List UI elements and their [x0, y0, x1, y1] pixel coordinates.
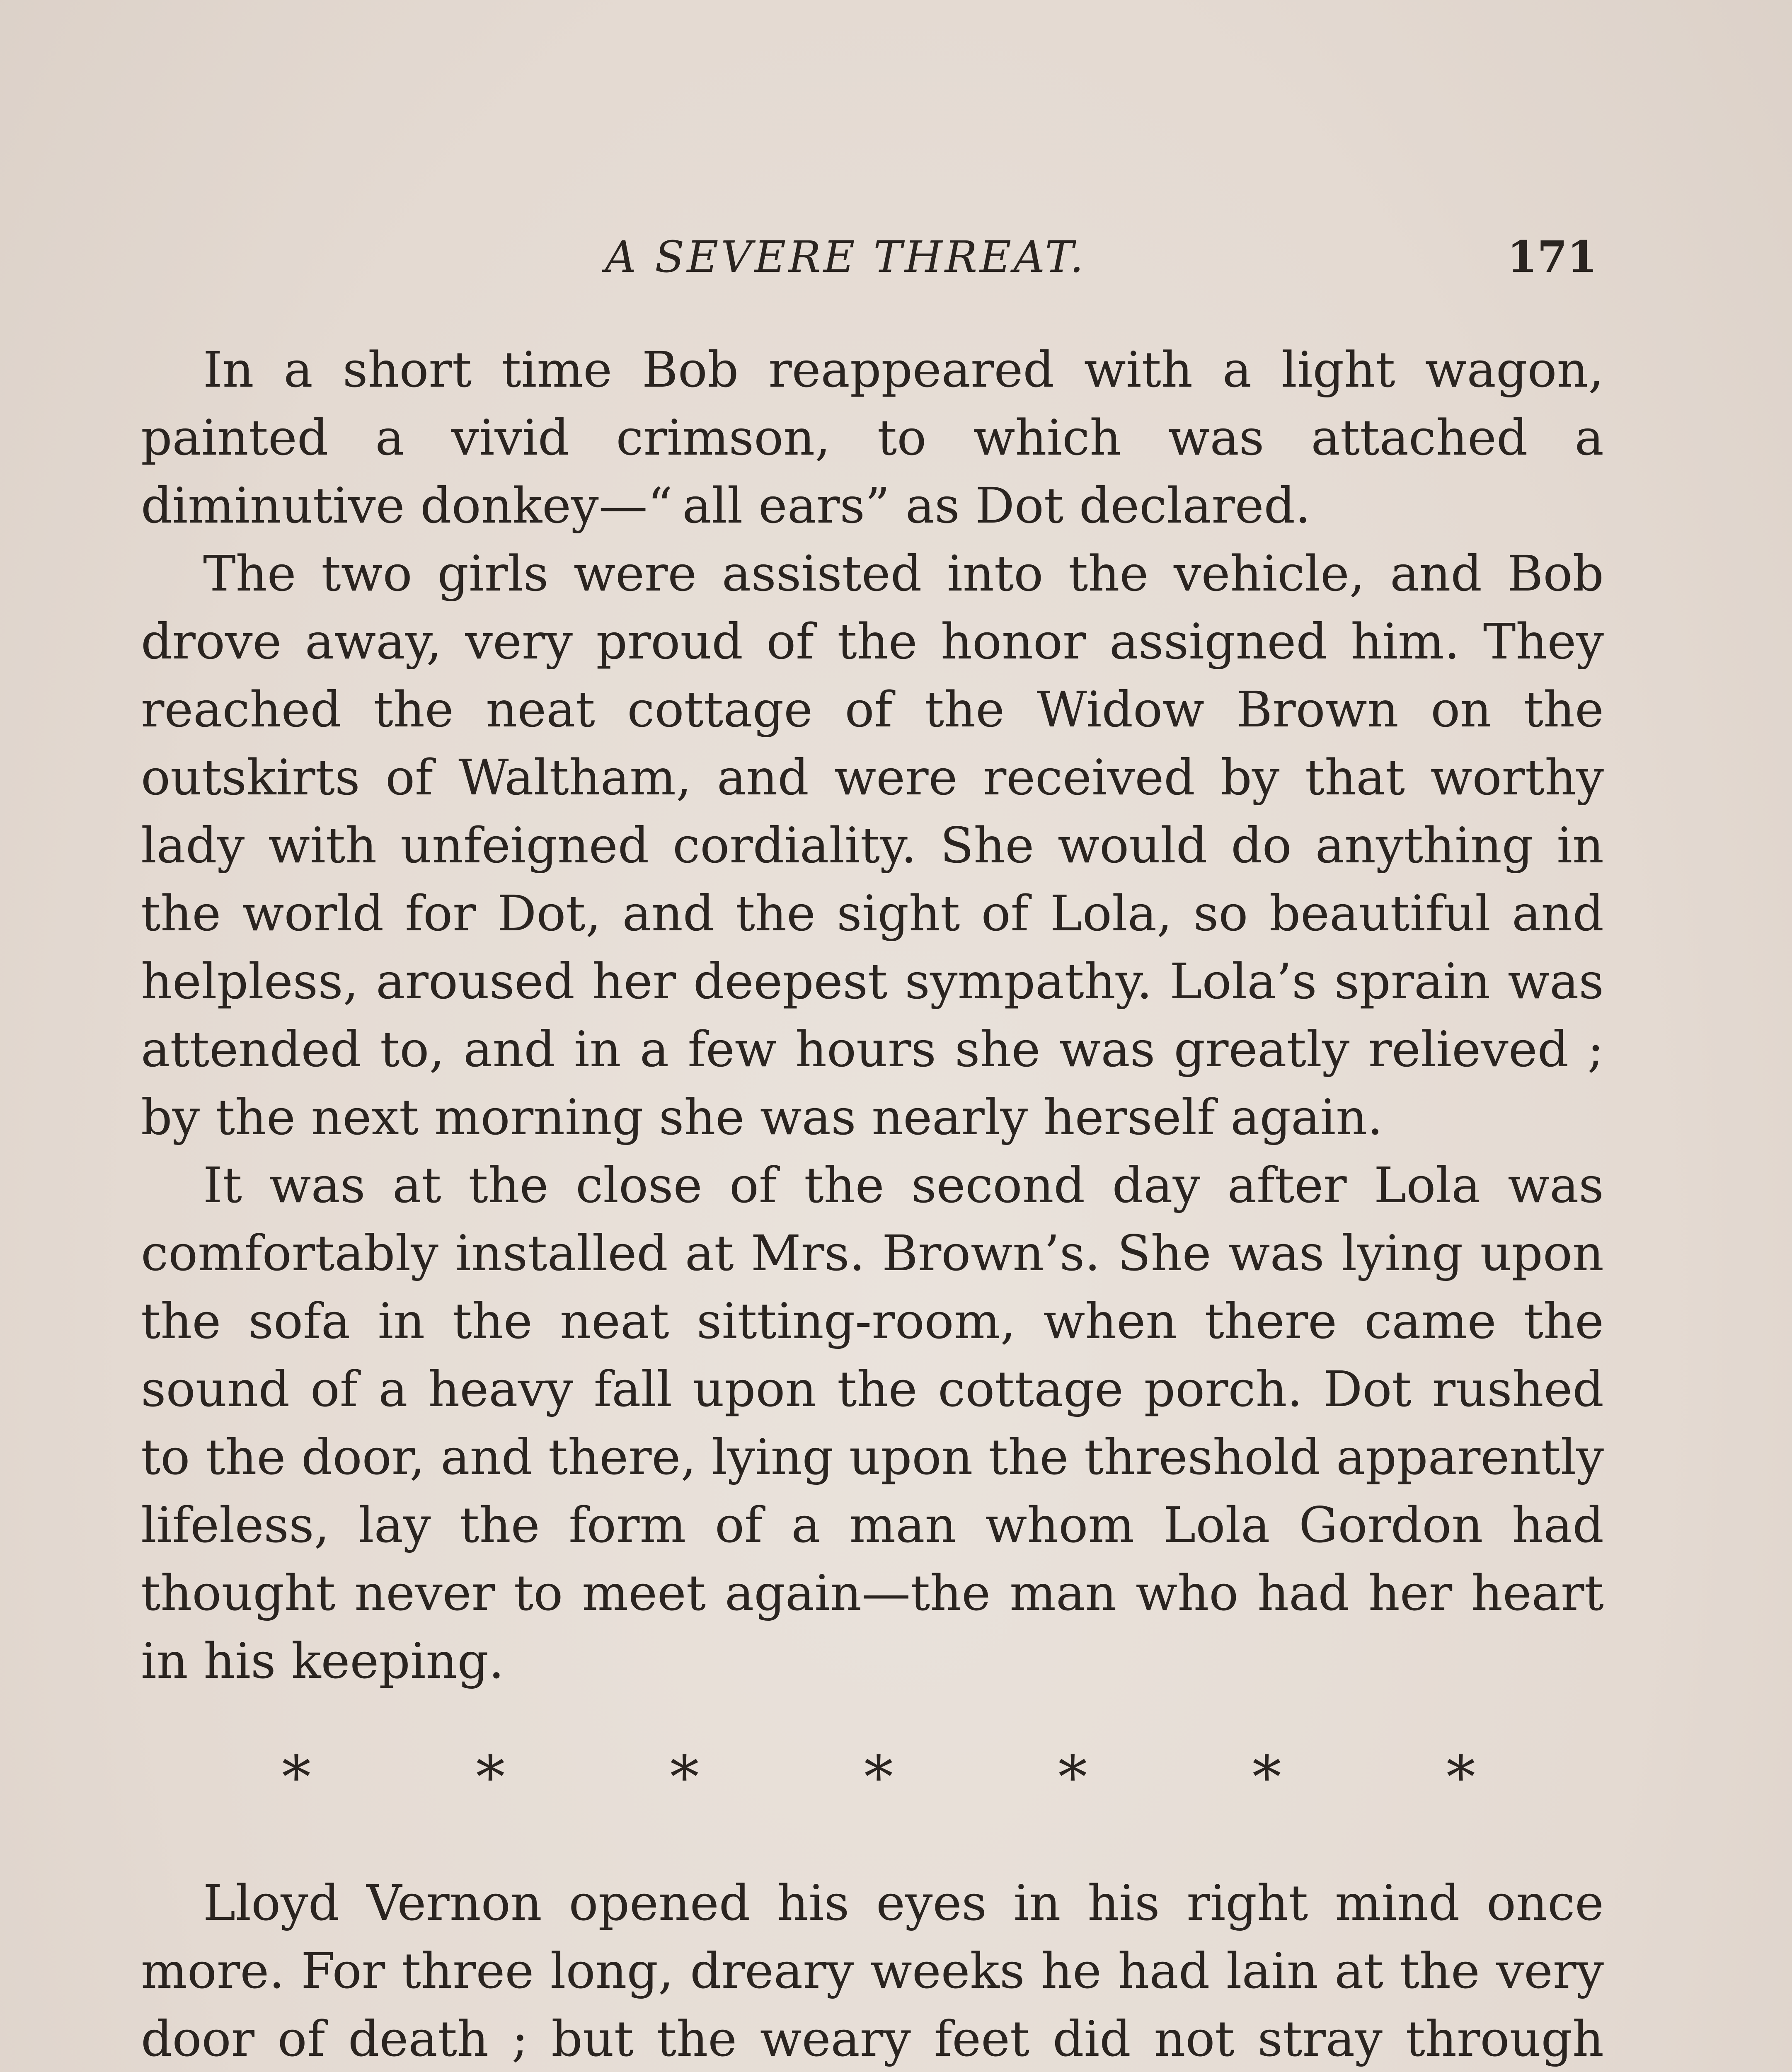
asterisk: * [1446, 1744, 1475, 1811]
asterisk: * [864, 1744, 893, 1811]
running-head: A SEVERE THREAT. [605, 232, 1086, 282]
asterisk: * [670, 1744, 699, 1811]
asterisk: * [1252, 1744, 1281, 1811]
paragraph: It was at the close of the second day after Lola was comfortably installed at Mrs. Brown’s. She was lying upon the sofa in the neat sitting-room, when there came the sound of a heavy fall upon the cottage porch. Dot rushed to the door, and there, lying upon the threshold apparently lifeless, lay the form of a man whom Lola Gordon had thought never to meet again—the man who had her heart in his keeping. [141, 1157, 1604, 1690]
paragraph: Lloyd Vernon opened his eyes in his right mind once more. For three long, dreary weeks he had lain at the very door of death ; but the weary feet did not stray through [141, 1874, 1604, 2067]
page-body [141, 336, 1604, 2072]
asterisk: * [282, 1744, 311, 1811]
page-number: 171 [1507, 231, 1597, 282]
paragraph: The two girls were assisted into the vehicle, and Bob drove away, very proud of the honor assigned him. They reached the neat cottage of the Widow Brown on the outskirts of Waltham, and were received by that worthy lady with unfeigned cordiality. She would do anything in the world for Dot, and the sight of Lola, so beautiful and helpless, aroused her deepest sympathy. Lola’s sprain was attended to, and in a few hours she was greatly relieved ; by the next morning she was nearly herself again. [141, 545, 1604, 1146]
section-break [282, 1744, 1475, 1811]
asterisk: * [1058, 1744, 1087, 1811]
asterisk: * [476, 1744, 505, 1811]
paragraph: In a short time Bob reappeared with a light wagon, painted a vivid crimson, to which was attached a diminutive donkey—“ all ears” as Dot declared. [141, 341, 1604, 534]
page-header [141, 226, 1597, 288]
